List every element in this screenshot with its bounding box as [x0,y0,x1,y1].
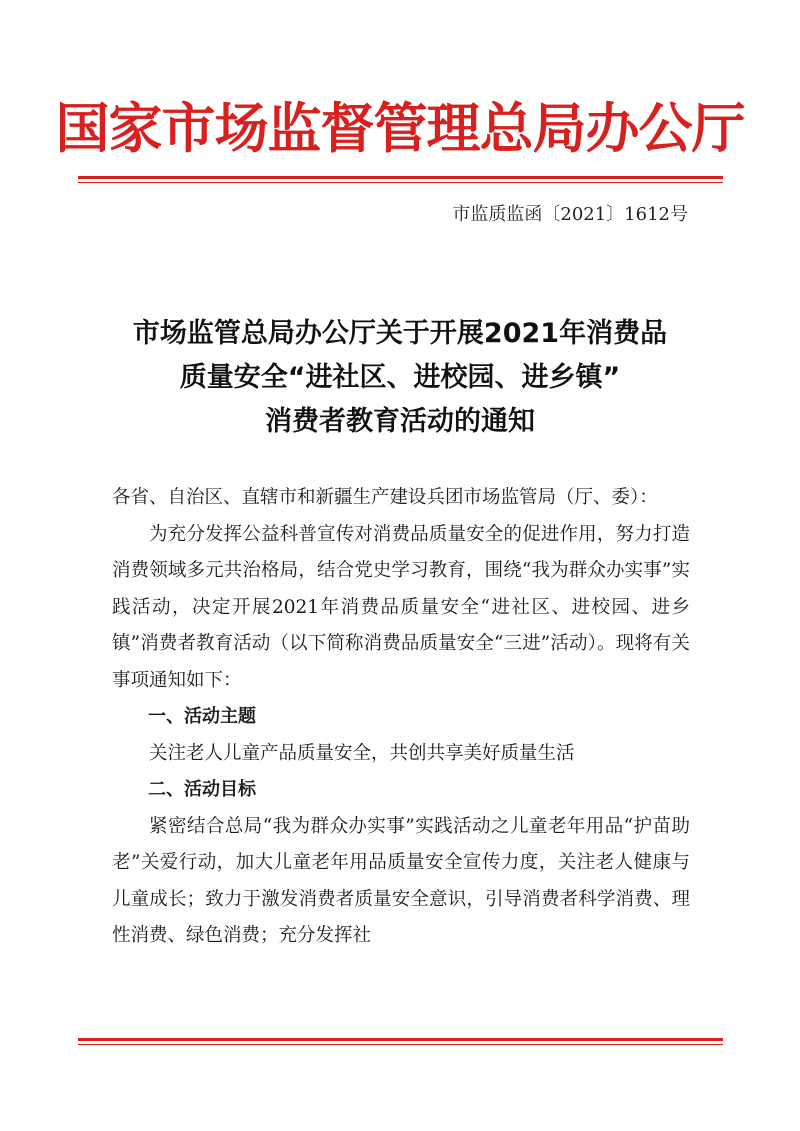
section-text-theme: 关注老人儿童产品质量安全，共创共享美好质量生活 [149,742,575,764]
divider-thick-line [78,176,723,179]
footer-divider [78,1038,723,1045]
section-heading-theme: 一、活动主题 [148,706,256,727]
document-body [112,480,690,955]
intro-paragraph: 为充分发挥公益科普宣传对消费品质量安全的促进作用，努力打造消费领域多元共治格局，结合党史学习教育，围绕“我为群众办实事”实践活动，决定开展2021年消费品质量安全“进社区、进校园、进乡镇”消费者教育活动（以下简称消费品质量安全“三进”活动）。现将有关事项通知如下： [112,523,690,691]
section-heading-goals: 二、活动目标 [148,779,256,800]
masthead-divider [78,176,723,183]
title-line: 市场监管总局办公厅关于开展2021年消费品 [132,318,668,349]
title-line: 消费者教育活动的通知 [265,406,535,437]
addressee: 各省、自治区、直辖市和新疆生产建设兵团市场监管局（厅、委）： [112,487,658,508]
divider-thin-line [78,1044,723,1045]
document-title [0,312,800,444]
divider-thin-line [78,182,723,183]
title-line: 质量安全“进社区、进校园、进乡镇” [179,362,621,393]
section-text-goals: 紧密结合总局“我为群众办实事”实践活动之儿童老年用品“护苗助老”关爱行动，加大儿童老年用品质量安全宣传力度，关注老人健康与儿童成长；致力于激发消费者质量安全意识，引导消费者科学消费、理性消费、绿色消费；充分发挥社 [112,815,690,946]
document-number: 市监质监函〔2021〕1612号 [452,204,688,225]
issuer-masthead: 国家市场监督管理总局办公厅 [55,97,745,160]
divider-thick-line [78,1038,723,1041]
